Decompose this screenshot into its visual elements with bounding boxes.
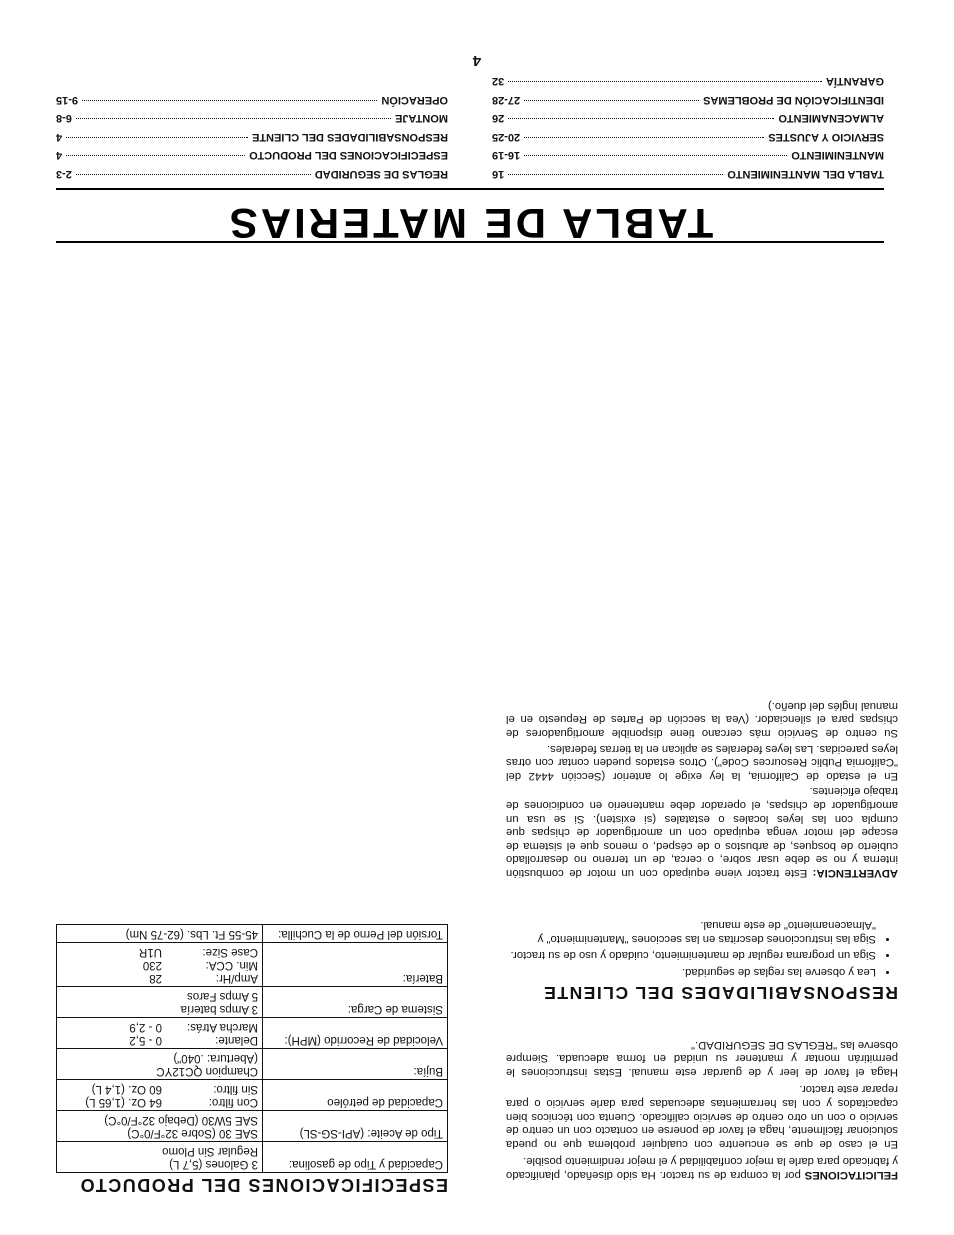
spec-value <box>57 1018 263 1049</box>
spec-value-key: Marcha Atrás: <box>187 1021 258 1033</box>
toc-leader-dots <box>524 137 764 138</box>
manual-paragraph: Haga el favor de leer y de guardar este manual. Estas instrucciones le permitirán montar y mantener su unidad en forma adecuada. Siempre observe las "REGLAS DE SEGURIDAD." <box>506 1038 898 1078</box>
toc-entry-page: 20-25 <box>492 131 521 143</box>
responsibilities-heading: RESPONSABILIDADES DEL CLIENTE <box>542 983 898 1003</box>
spec-value-amount: 0 - 2,9 <box>129 1021 162 1033</box>
toc-entry-title: MANTENIMIENTO <box>791 149 884 162</box>
spec-value <box>57 943 263 987</box>
spec-value-line: (Abertura: .040") <box>173 1052 258 1064</box>
spec-value-key: Sin filtro: <box>213 1083 258 1095</box>
toc-entry-title: SERVICIO Y AJUSTES <box>768 131 884 143</box>
spec-value <box>57 1080 263 1111</box>
toc-entry[interactable] <box>492 165 884 184</box>
spec-value-key: Min. CCA: <box>205 959 258 971</box>
toc-entry-page: 32 <box>492 75 505 88</box>
page-title: TABLA DE MATERIAS <box>226 200 714 247</box>
toc-entry-title: GARANTÍA <box>825 75 884 88</box>
spec-value-line: 3 Amps batería <box>180 1003 258 1015</box>
spec-row <box>57 925 448 943</box>
toc-entry-page: 27-28 <box>492 94 521 106</box>
toc-entry[interactable] <box>56 146 448 165</box>
spec-label: Torsión del Perno de la Cuchilla: <box>263 925 448 943</box>
spec-value-amount: 230 <box>142 959 162 971</box>
toc-leader-dots <box>524 156 787 157</box>
spec-value <box>57 925 263 943</box>
spec-value <box>57 1142 263 1173</box>
list-item: • Siga un programa regular de mantenimiento, cuidado y uso de su tractor. <box>506 948 876 962</box>
toc-entry-title: RESPONSABILIDADES DEL CLIENTE <box>252 131 448 143</box>
spec-value-line: 5 Amps Faros <box>187 990 258 1002</box>
spec-value-line: SAE 30 (Sobre 32°F/0°C) <box>127 1127 258 1139</box>
toc-entry-title: ESPECIFICACIONES DEL PRODUCTO <box>249 149 448 162</box>
spec-value-line: 3 Galones (5,7 L) <box>169 1158 258 1170</box>
service-center-paragraph: Su centro de Servicio más cercano tiene disponible amortiguadores de chispas para el silenciador. (Vea la sección de Partes de Repuesto en el manual Inglés del dueño.) <box>506 699 898 740</box>
spec-value-line: Champion QC12YC <box>156 1065 258 1077</box>
spec-value-line: 45-55 Ft. Lbs. (62-75 Nm) <box>125 928 258 940</box>
toc-entry[interactable] <box>56 128 448 147</box>
toc-entry-title: REGLAS DE SEGURIDAD <box>314 168 448 180</box>
title-rule-bottom <box>56 188 884 190</box>
spec-value-amount: 0 - 5,2 <box>129 1034 162 1046</box>
spec-value-amount: 64 Oz. (1,65 L) <box>85 1096 162 1108</box>
intro-paragraph <box>506 1154 898 1181</box>
warning-paragraph <box>506 784 898 879</box>
page-number: 4 <box>472 52 482 69</box>
toc-leader-dots <box>76 119 391 120</box>
spec-label: Capacidad y Tipo de gasolina: <box>263 1142 448 1173</box>
spec-value-key: Con filtro: <box>208 1096 258 1108</box>
spec-row <box>57 1080 448 1111</box>
list-item: • Siga las instrucciones descritas en las secciones "Mantenimiento" y "Almacenamiento" de este manual. <box>506 918 876 945</box>
toc-right-column <box>492 72 884 183</box>
spec-row <box>57 1111 448 1142</box>
spec-row <box>57 943 448 987</box>
spec-value-line: SAE 5W30 (Debajo 32°F/0°C) <box>104 1114 258 1126</box>
responsibilities-list <box>506 915 898 978</box>
spec-label: Velocidad de Recorrido (MPH): <box>263 1018 448 1049</box>
spec-value-key: Case Size: <box>202 946 258 958</box>
toc-entry[interactable] <box>56 165 448 184</box>
toc-leader-dots <box>82 100 377 101</box>
warning-text: Este tractor viene equipado con un motor de combustión interna y no se debe usar sobre, o cerca, de un terreno no desarrollado cubierto de bosques, de arbustos o de césped, o menos que el sistema de escape del motor venga equipado con un amortiguador de chispas que cumpla con las leyes locales o estatales (si existen). Si se usa un amortiguador de chispas, el operador debe mantenerio en condiciones de trabajo eficientes. <box>506 785 898 879</box>
toc-entry-title: IDENTIFICACIÓN DE PROBLEMAS <box>703 94 884 106</box>
spec-row <box>57 1049 448 1080</box>
toc-entry-page: 16 <box>492 168 505 180</box>
specs-table <box>56 924 448 1173</box>
spec-label: Capacidad de petróleo <box>263 1080 448 1111</box>
spec-value-key: Delante: <box>215 1034 258 1046</box>
spec-label: Sistema de Carga: <box>263 987 448 1018</box>
warning-section <box>506 698 898 879</box>
toc-entry-title: TABLA DEL MANTENIMIENTO <box>727 168 884 180</box>
toc-entry-page: 6-8 <box>56 112 72 125</box>
toc-leader-dots <box>524 100 699 101</box>
toc-entry-page: 4 <box>56 149 63 162</box>
specs-heading: ESPECIFICACIONES DEL PRODUCTO <box>79 1175 448 1195</box>
spec-row <box>57 987 448 1018</box>
toc-entry-page: 26 <box>492 112 505 125</box>
service-paragraph: En el caso de que se encuentre con cualquier problema que no pueda solucionar fácilmente, haga el favor de ponerse en contacto con un centro de servicio o con un otro centro de servicio calificado. Cuenta con técnicos bien capacitados y con las herramientas adecuadas para darle servicio o para reparar este tractor. <box>506 1083 898 1150</box>
spec-label: Batería: <box>263 943 448 987</box>
spec-row <box>57 1142 448 1173</box>
intro-lead: FELICITACIONES <box>804 1169 898 1181</box>
toc-entry-page: 9-15 <box>56 94 79 106</box>
spec-value <box>57 987 263 1018</box>
spec-value-amount: U1R <box>138 946 162 958</box>
california-paragraph: En el estado de California, la ley exige lo anterior (Sección 4442 del "California Public Resources Code"). Otros estados pueden contar con otras leyes parecidas. Las leyes federales se aplican en la tierras federales. <box>506 742 898 782</box>
toc-leader-dots <box>66 156 245 157</box>
spec-label: Tipo de Aceite: (API-SG-SL) <box>263 1111 448 1142</box>
toc-entry[interactable] <box>56 109 448 128</box>
toc-entry[interactable] <box>492 91 884 110</box>
spec-label: Bujía: <box>263 1049 448 1080</box>
spec-value-amount: 60 Oz. (1,4 L) <box>91 1083 162 1095</box>
toc-entry[interactable] <box>492 146 884 165</box>
spec-value <box>57 1111 263 1142</box>
toc-entry-page: 16-19 <box>492 149 521 162</box>
toc-entry-title: ALMACENAMIENTO <box>778 112 884 125</box>
list-item: • Lea y observe las reglas de seguridad. <box>506 964 876 978</box>
toc-entry[interactable] <box>492 109 884 128</box>
spec-value-line: Regular Sin Plomo <box>162 1145 258 1157</box>
toc-leader-dots <box>508 174 723 175</box>
toc-leader-dots <box>76 174 311 175</box>
toc-entry-page: 4 <box>56 131 63 143</box>
toc-leader-dots <box>66 137 248 138</box>
toc-leader-dots <box>508 82 822 83</box>
toc-entry[interactable] <box>492 128 884 147</box>
toc-left-column <box>56 91 448 184</box>
toc-entry-title: OPERACIÓN <box>381 94 448 106</box>
intro-text: por la compra de su tractor. Ha sido diseñado, planificado y fabricado para darle la mejor confiabilidad y el mejor rendimiento posible. <box>506 1155 898 1181</box>
toc-leader-dots <box>508 119 774 120</box>
toc-entry[interactable] <box>492 72 884 91</box>
spec-row <box>57 1018 448 1049</box>
warning-lead: ADVERTENCIA: <box>812 867 898 879</box>
toc-entry[interactable] <box>56 91 448 110</box>
spec-value <box>57 1049 263 1080</box>
toc-entry-page: 2-3 <box>56 168 72 180</box>
toc-entry-title: MONTAJE <box>395 112 448 125</box>
intro-section <box>506 1037 898 1181</box>
spec-value-key: Amp/Hr: <box>215 972 258 984</box>
spec-value-amount: 28 <box>149 972 162 984</box>
